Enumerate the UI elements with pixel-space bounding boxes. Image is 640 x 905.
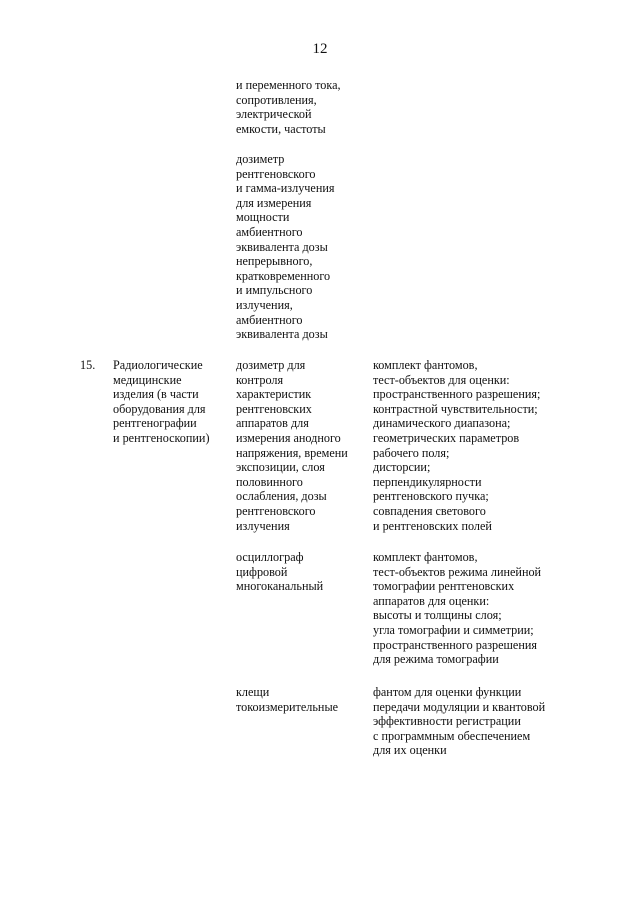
row-number: 15. (80, 358, 96, 372)
instrument-current-clamp: клещи токоизмерительные (236, 685, 339, 714)
dosimeter-description: дозиметр рентгеновского и гамма-излучения для измерения мощности амбиентного эквивалента дозы непрерывного, кратковременного и импульсного излучения, амбиентного эквивалента дозы (236, 152, 335, 342)
equipment-phantom-set-2: комплект фантомов, тест-объектов режима линейной томографии рентгеновских аппаратов для оценки: высоты и толщины слоя; угла томографии и симметрии; пространственного разрешения для режима томографии (373, 550, 542, 667)
equipment-phantom-set-1: комплект фантомов, тест-объектов для оценки: пространственного разрешения; контрастной чувствительности; динамического диапазона; геометрических параметров рабочего поля; дисторсии; перпендикулярности рентгеновского пучка; совпадения светового и рентгеновских полей (373, 358, 541, 533)
instrument-oscilloscope: осциллограф цифровой многоканальный (236, 550, 324, 594)
equipment-phantom-mtf: фантом для оценки функции передачи модуляции и квантовой эффективности регистрации с программным обеспечением для их оценки (373, 685, 546, 758)
page-number: 12 (312, 41, 328, 57)
continued-instrument-text: и переменного тока, сопротивления, электрической емкости, частоты (236, 78, 341, 136)
device-category: Радиологические медицинские изделия (в части оборудования для рентгенографии и рентгеноскопии) (113, 358, 210, 445)
instrument-dosimeter: дозиметр для контроля характеристик рентгеновских аппаратов для измерения анодного напряжения, времени экспозиции, слоя половинного ослабления, дозы рентгеновского излучения (236, 358, 348, 533)
